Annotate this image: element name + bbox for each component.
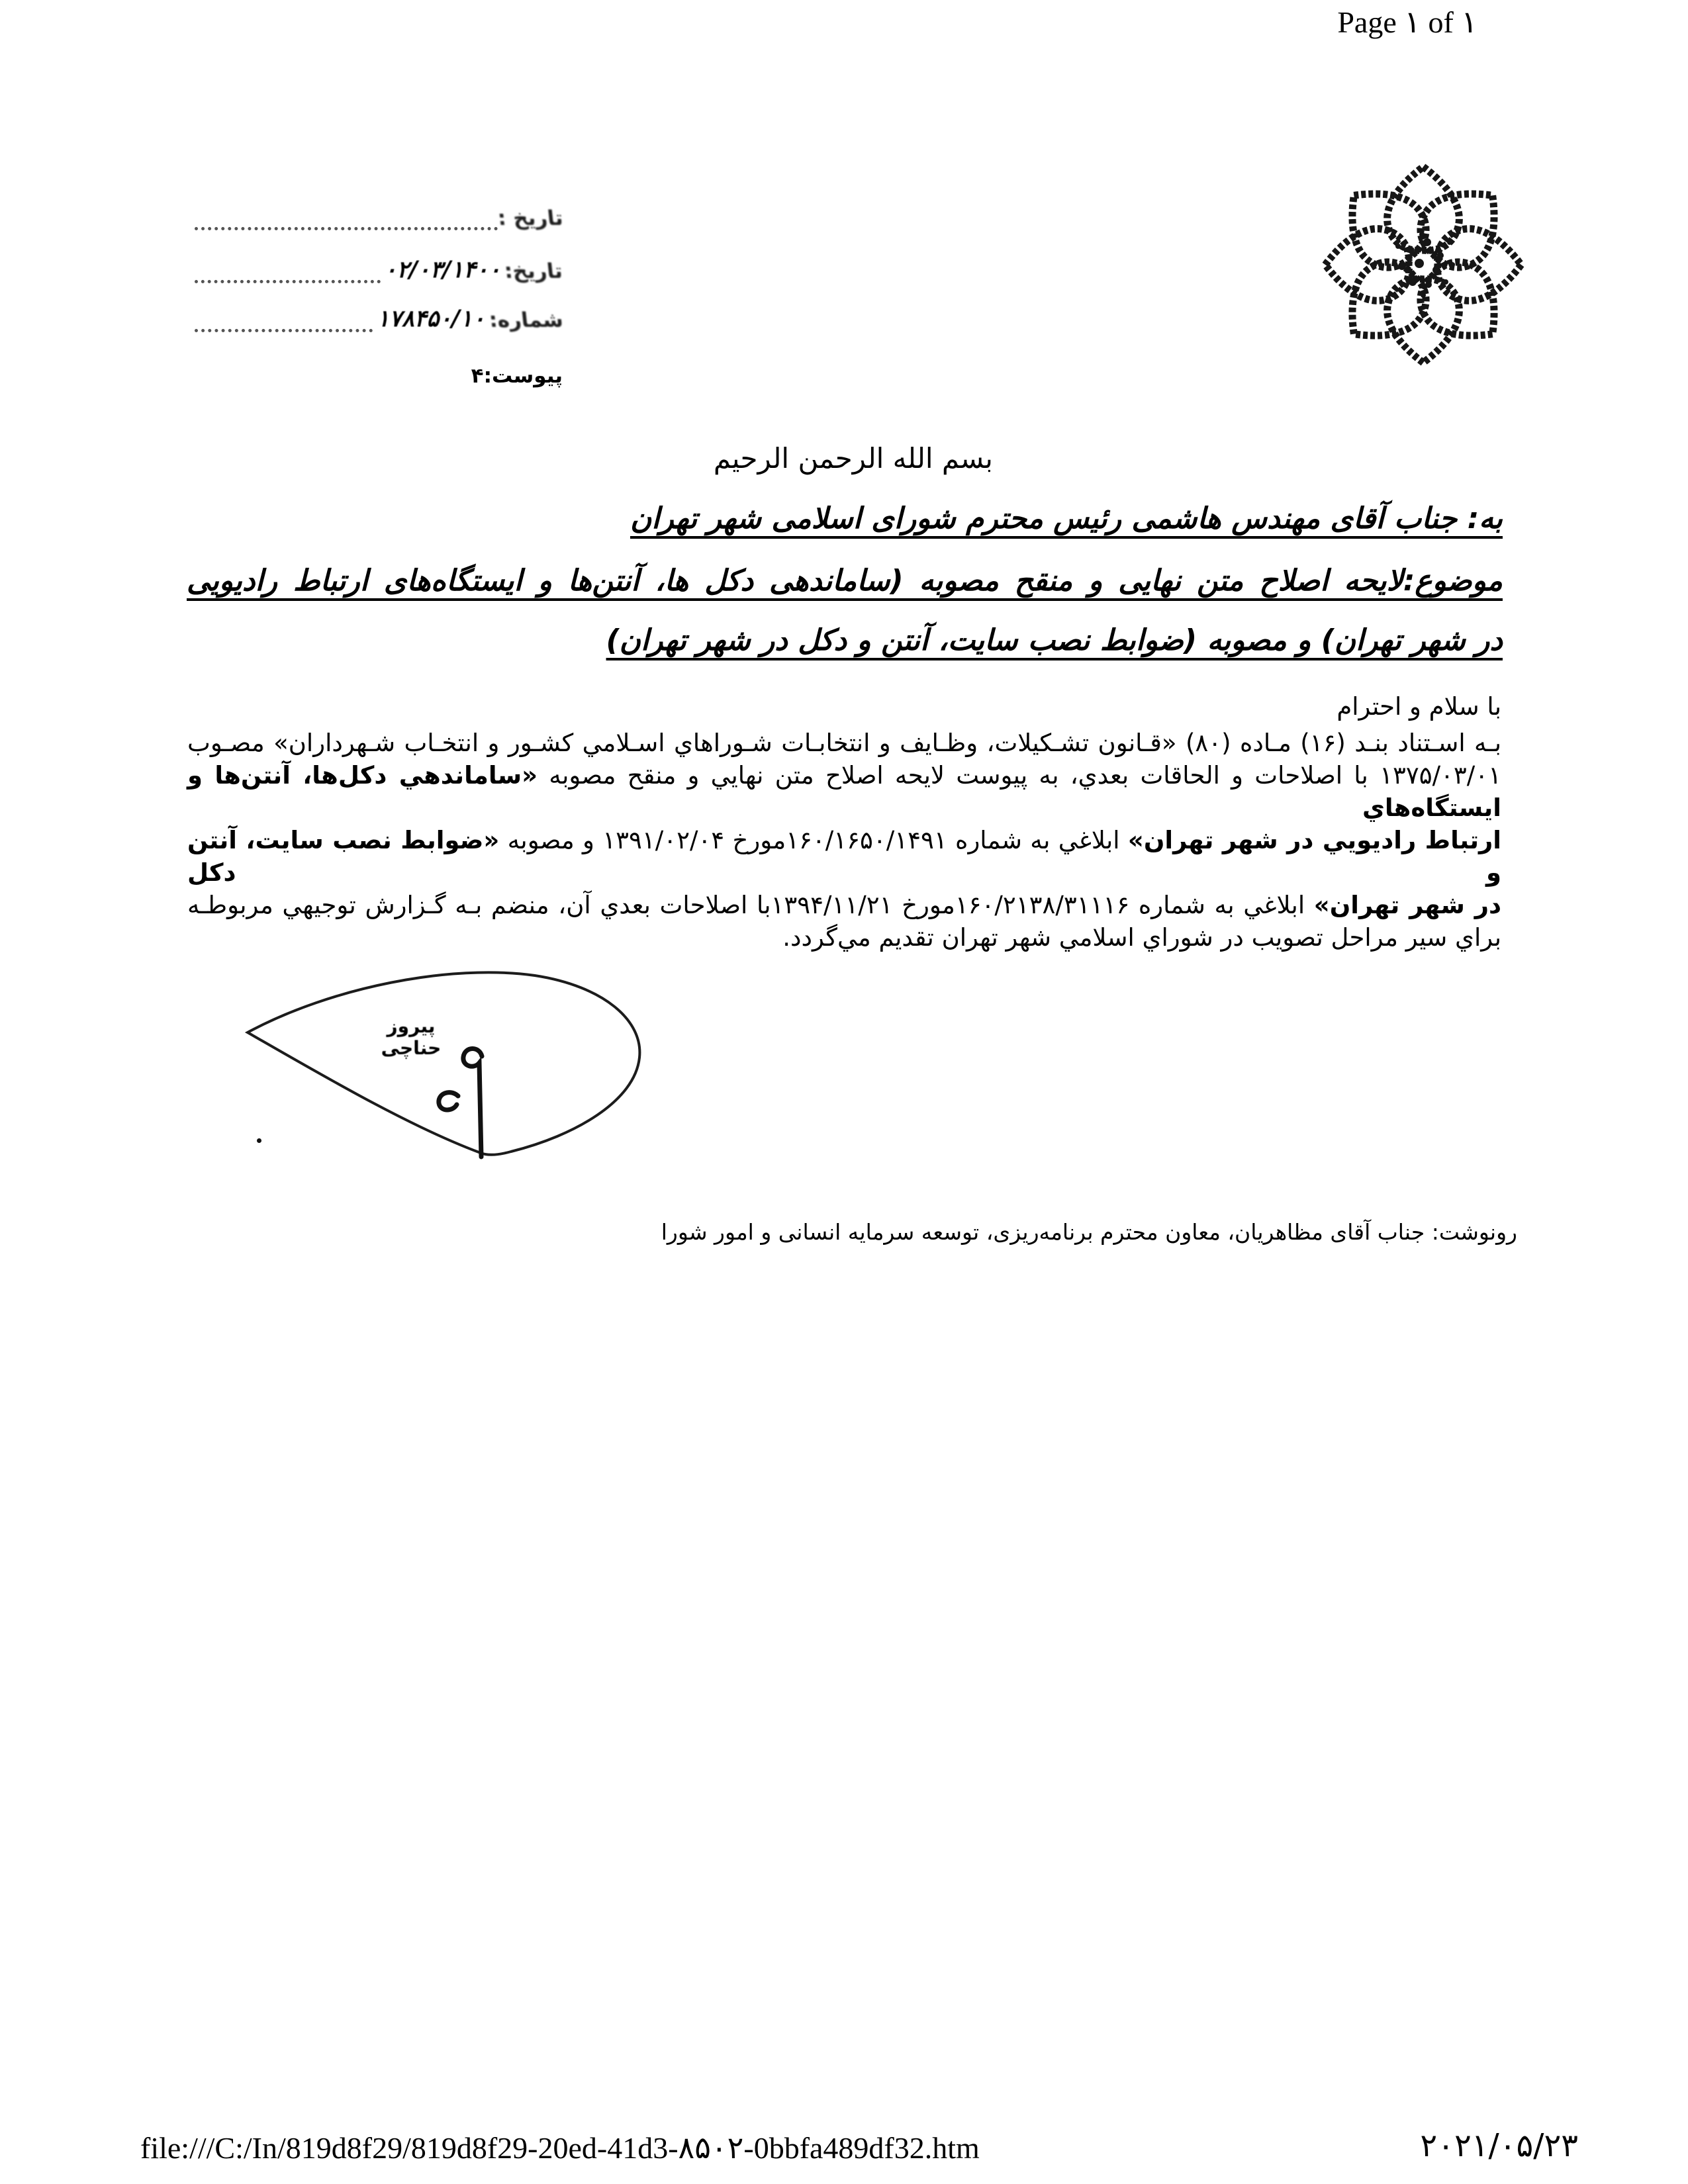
footer-date: ۲۰۲۱/۰۵/۲۳	[1420, 2127, 1578, 2164]
subject-line-1-text: موضوع:لایحه اصلاح متن نهایی و منقح مصوبه (ساماندهی دکل ها، آنتن‌ها و ایستگاه‌های ارتباط رادیویی	[187, 564, 1503, 598]
footer-file-url: file:///C:/In/819d8f29/819d8f29-20ed-41d3-۸۵۰۲-0bbfa489df32.htm	[140, 2131, 980, 2165]
body-text-bold: «ضوابط نصب سایت، آنتن و دکل	[187, 826, 1501, 887]
signer-name: پیروز حناچی	[381, 1015, 442, 1059]
dotted-line	[195, 277, 381, 283]
signature-balloon	[248, 972, 639, 1155]
page-indicator: Page ۱ of ۱	[1337, 5, 1477, 39]
letterhead-row-date	[192, 257, 563, 283]
number-value: ۱۷۸۴۵۰/۱۰	[377, 306, 485, 332]
salutation: با سلام و احترام	[1336, 692, 1501, 721]
body-line	[187, 889, 1501, 921]
ink-dot	[257, 1138, 261, 1143]
body-text: بـه اسـتناد بنـد (۱۶) مـاده (۸۰) «قـانون تشـکیلات، وظـایف و انتخابـات شـوراهاي اسـلامي کشـور و انتخـاب شـهرداران» مصـوب	[187, 729, 1501, 757]
addressee-text: به: جناب آقای مهندس هاشمی رئیس محترم شورای اسلامی شهر تهران	[630, 502, 1503, 535]
body-line	[187, 824, 1501, 889]
subject-line-1	[187, 564, 1503, 598]
body-text-bold: در شهر تهران»	[1313, 891, 1501, 919]
subject-line-2-text: در شهر تهران) و مصوبه (ضوابط نصب سایت، آنتن و دکل در شهر تهران)	[606, 623, 1503, 657]
attachment-label: پیوست:	[483, 364, 563, 388]
body-line	[187, 727, 1501, 759]
number-label: شماره:	[487, 308, 564, 332]
cc-line: رونوشت: جناب آقای مظاهریان، معاون محترم برنامه‌ریزی، توسعه سرمایه انسانی و امور شورا	[661, 1219, 1517, 1245]
body-line	[187, 921, 1501, 954]
bismillah: بسم الله الرحمن الرحیم	[713, 442, 993, 475]
body-text-bold: ارتباط رادیویي در شهر تهران»	[1127, 826, 1501, 854]
dotted-line	[195, 224, 498, 230]
body-text: ۱۳۷۵/۰۳/۰۱ با اصلاحات و الحاقات بعدي، به پیوست لایحه اصلاح متن نهایي و منقح مصوبه	[538, 761, 1501, 790]
body-text: ابلاغي به شماره ۱۶۰/۱۶۵۰/۱۴۹۱مورخ ۱۳۹۱/۰۲/۰۴ و مصوبه	[499, 826, 1128, 854]
body-text-bold: «ساماندهي دکل‌ها، آنتن‌ها و ایستگاه‌هاي	[187, 761, 1501, 822]
date-label: تاریخ:	[503, 259, 564, 283]
body-text: براي سیر مراحل تصویب در شوراي اسلامي شهر تهران تقدیم مي‌گردد.	[782, 923, 1501, 952]
body-paragraph	[187, 727, 1501, 954]
date-blank-label: تاریخ :	[496, 206, 564, 230]
date-value: ۰۲/۰۳/۱۴۰۰	[384, 257, 501, 283]
signature-outline	[238, 953, 662, 1165]
letterhead-row-attachment	[192, 364, 563, 388]
letterhead-row-date-blank	[192, 206, 563, 230]
letterhead-row-number	[192, 306, 563, 332]
attachment-value: ۴	[471, 364, 484, 388]
signature-scribble	[439, 1093, 458, 1110]
subject-line-2	[187, 623, 1503, 657]
body-text: ابلاغي به شماره ۱۶۰/۲۱۳۸/۳۱۱۱۶مورخ ۱۳۹۴/۱۱/۲۱با اصلاحات بعدي آن، منضم بـه گـزارش توجیهي مربوطـه	[187, 891, 1314, 919]
municipality-emblem-icon	[1314, 159, 1532, 371]
body-line	[187, 759, 1501, 824]
addressee-line	[187, 502, 1503, 535]
signature-scribble	[463, 1048, 482, 1157]
dotted-line	[195, 326, 373, 332]
